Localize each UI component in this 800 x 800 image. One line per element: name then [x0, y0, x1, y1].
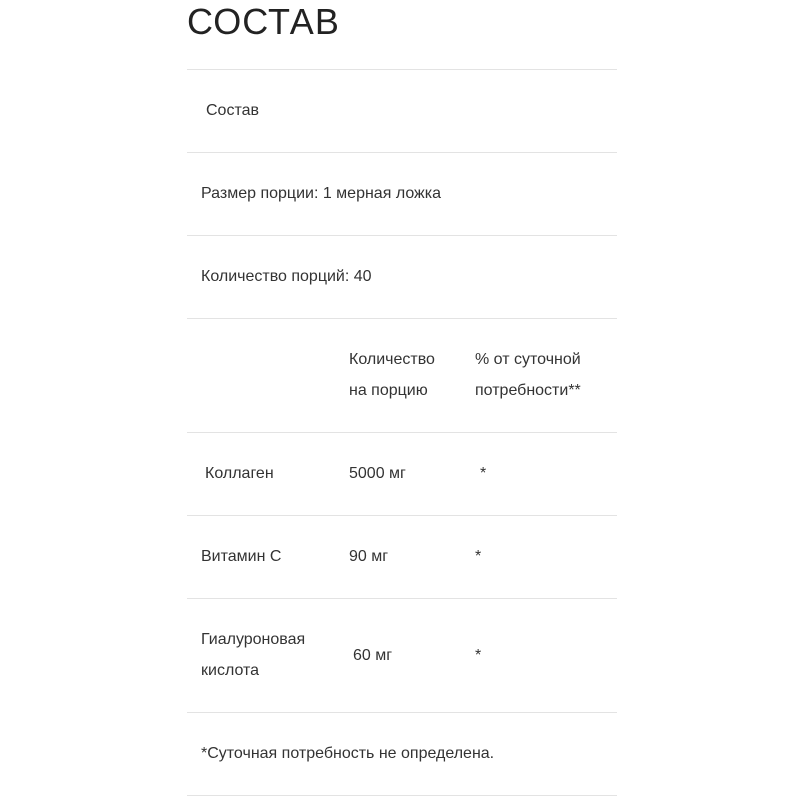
divider [187, 712, 617, 713]
header-dv-line1: % от суточной [475, 351, 581, 368]
divider [187, 318, 617, 319]
header-amount-line1: Количество [349, 351, 435, 368]
servings-count: Количество порций: 40 [201, 268, 372, 285]
divider [187, 598, 617, 599]
header-amount-line2: на порцию [349, 382, 428, 399]
ingredient-dv: * [475, 548, 482, 565]
divider [187, 235, 617, 236]
ingredient-dv: * [475, 647, 482, 664]
ingredient-name-line2: кислота [201, 662, 260, 679]
ingredient-name-line1: Гиалуроновая [201, 631, 306, 648]
header-dv-line2: потребности** [475, 382, 581, 399]
ingredient-name: Коллаген [205, 465, 274, 482]
divider [187, 795, 617, 796]
divider [187, 515, 617, 516]
section-label: Состав [206, 102, 259, 119]
page-title: СОСТАВ [187, 1, 340, 42]
ingredient-amount: 90 мг [349, 548, 389, 565]
ingredient-name: Витамин C [201, 548, 282, 565]
ingredient-dv: * [480, 465, 487, 482]
serving-size: Размер порции: 1 мерная ложка [201, 185, 441, 202]
divider [187, 152, 617, 153]
divider [187, 432, 617, 433]
ingredient-amount: 5000 мг [349, 465, 406, 482]
divider [187, 69, 617, 70]
footnote: *Суточная потребность не определена. [201, 745, 495, 762]
ingredient-amount: 60 мг [353, 647, 393, 664]
